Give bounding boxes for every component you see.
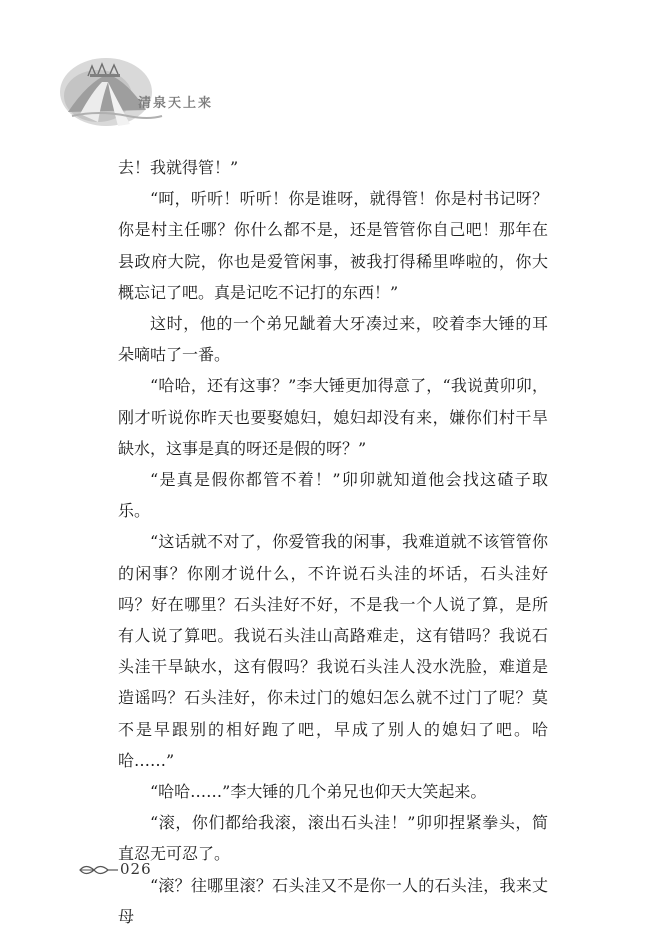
body-text — [118, 152, 548, 932]
page-footer — [78, 858, 218, 882]
leaf-ornament-icon — [78, 862, 120, 878]
paragraph: “滚？往哪里滚？石头洼又不是你一人的石头洼，我来丈母 — [118, 875, 548, 926]
hill-path-emblem-icon — [58, 52, 178, 130]
paragraph: “这话就不对了，你爱管我的闲事，我难道就不该管管你的闲事？你刚才说什么，不许说石头洼的坏话，石头洼好吗？好在哪里？石头洼好不好，不是我一个人说了算，是所有人说了算吧。我说石头洼山高路难走，这有错吗？我说石头洼干旱缺水，这有假吗？我说石头洼人没水洗脸，难道是造谣吗？石头洼好，你未过门的媳妇怎么就不过门了呢？莫不是早跟别的相好跑了吧，早成了别人的媳妇了吧。哈哈……” — [118, 532, 548, 770]
paragraph: “哈哈，还有这事？”李大锤更加得意了，“我说黄卯卯，刚才听说你昨天也要娶媳妇，媳妇却没有来，嫌你们村干旱缺水，这事是真的呀还是假的呀？” — [118, 376, 548, 458]
paragraph: 这时，他的一个弟兄龇着大牙凑过来，咬着李大锤的耳朵嘀咕了一番。 — [118, 314, 548, 365]
paragraph: “呵，听听！听听！你是谁呀，就得管！你是村书记呀？你是村主任哪？你什么都不是，还是管管你自己吧！那年在县政府大院，你也是爱管闲事，被我打得稀里哗啦的，你大概忘记了吧。真是记吃不记打的东西！” — [118, 189, 548, 302]
paragraph: 去！我就得管！” — [118, 158, 239, 177]
running-title: 清泉天上来 — [138, 96, 214, 111]
paragraph: “是真是假你都管不着！”卯卯就知道他会找这碴子取乐。 — [118, 470, 548, 521]
running-header — [58, 52, 278, 132]
paragraph: “滚，你们都给我滚，滚出石头洼！”卯卯捏紧拳头，简直忍无可忍了。 — [118, 813, 548, 864]
paragraph: “哈哈……”李大锤的几个弟兄也仰天大笑起来。 — [150, 782, 487, 802]
page-number: 026 — [120, 860, 152, 878]
